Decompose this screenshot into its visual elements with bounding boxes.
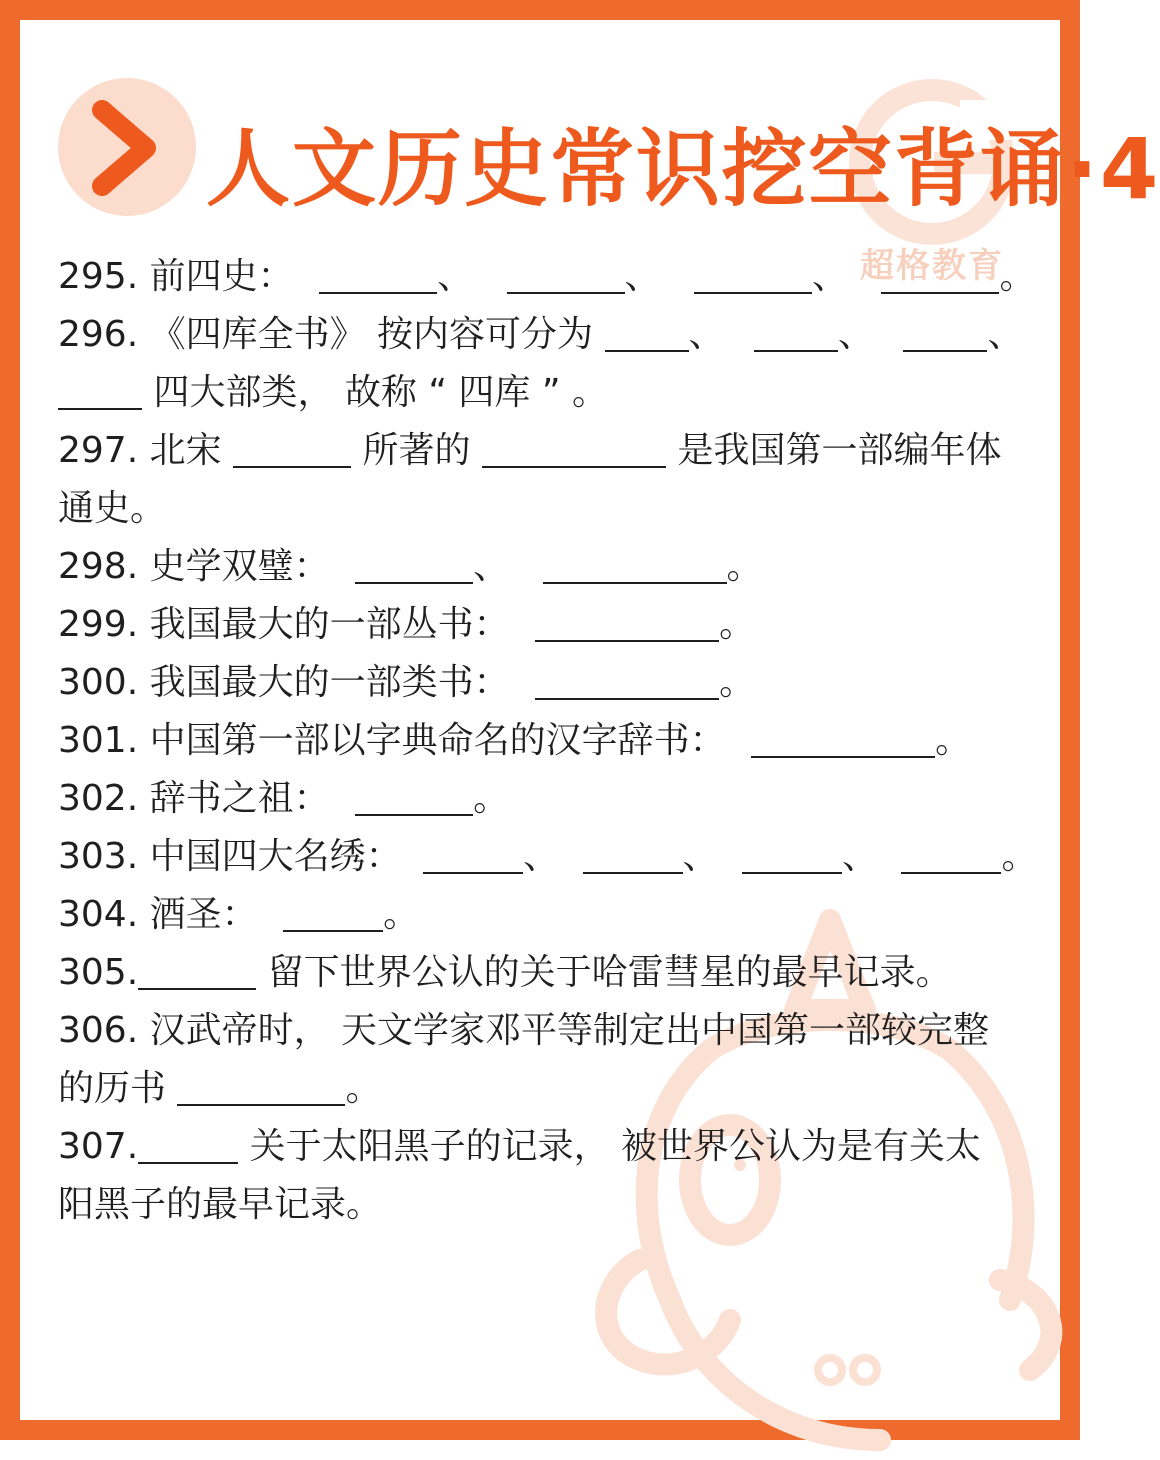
question-301 [58, 712, 1038, 770]
blank [138, 1122, 238, 1164]
question-number: 301. [58, 720, 139, 761]
question-text: 《四库全书》 按内容可分为 [149, 314, 594, 355]
separator: 、 [437, 256, 474, 297]
question-298 [58, 538, 1038, 596]
blank [543, 542, 727, 584]
blank [742, 832, 842, 874]
question-number: 305. [58, 952, 139, 993]
separator: 。 [999, 256, 1036, 297]
question-number: 297. [58, 430, 139, 471]
blank [535, 658, 719, 700]
question-text: 史学双璧： [149, 546, 330, 587]
question-296 [58, 306, 1038, 364]
question-text: 是我国第一部编年体 [677, 430, 1002, 471]
question-text: 酒圣： [149, 894, 258, 935]
separator: 、 [473, 546, 510, 587]
separator: 、 [682, 836, 719, 877]
question-306 [58, 1002, 1038, 1060]
separator: 、 [842, 836, 879, 877]
question-number: 298. [58, 546, 139, 587]
blank [903, 310, 987, 352]
question-297 [58, 422, 1038, 480]
question-text: 中国四大名绣： [149, 836, 402, 877]
blank [482, 426, 666, 468]
page-title [206, 102, 1160, 223]
blank [283, 890, 383, 932]
separator: 、 [688, 314, 725, 355]
blank [694, 252, 812, 294]
question-307-cont [58, 1176, 1038, 1234]
blank [423, 832, 523, 874]
question-text: 我国最大的一部丛书： [149, 604, 510, 645]
blank [355, 542, 473, 584]
question-305 [58, 944, 1038, 1002]
header-badge [58, 78, 196, 216]
question-text: 北宋 [149, 430, 222, 471]
question-304 [58, 886, 1038, 944]
blank [881, 252, 999, 294]
separator: 、 [987, 314, 1024, 355]
question-text: 关于太阳黑子的记录， 被世界公认为是有关太 [249, 1126, 982, 1167]
question-299 [58, 596, 1038, 654]
question-number: 303. [58, 836, 139, 877]
blank [901, 832, 1001, 874]
question-307 [58, 1118, 1038, 1176]
title-number: ·4 [1066, 120, 1160, 218]
question-303 [58, 828, 1038, 886]
question-302 [58, 770, 1038, 828]
blank [177, 1064, 345, 1106]
question-text: 阳黑子的最早记录。 [58, 1184, 383, 1225]
question-number: 295. [58, 256, 139, 297]
question-text: 辞书之祖： [149, 778, 330, 819]
question-number: 300. [58, 662, 139, 703]
chevron-right-icon [88, 100, 168, 196]
blank [605, 310, 689, 352]
separator: 。 [1001, 836, 1038, 877]
separator: 、 [812, 256, 849, 297]
blank [58, 368, 142, 410]
question-text: 前四史： [149, 256, 294, 297]
blank [535, 600, 719, 642]
separator: 。 [726, 546, 763, 587]
blank [507, 252, 625, 294]
question-296-cont [58, 364, 1038, 422]
brand-watermark-text: 超格教育 [860, 246, 1004, 286]
title-text: 人文历史常识挖空背诵 [206, 120, 1067, 218]
blank [355, 774, 473, 816]
blank [233, 426, 351, 468]
separator: 。 [473, 778, 510, 819]
blank [138, 948, 256, 990]
separator: 。 [935, 720, 972, 761]
blank [583, 832, 683, 874]
question-297-cont [58, 480, 1038, 538]
question-number: 296. [58, 314, 139, 355]
question-295 [58, 248, 1038, 306]
separator: 。 [345, 1068, 382, 1109]
blank [754, 310, 838, 352]
question-text: 我国最大的一部类书： [149, 662, 510, 703]
question-number: 304. [58, 894, 139, 935]
question-text: 四大部类， 故称 “ 四库 ” 。 [153, 372, 608, 413]
question-number: 299. [58, 604, 139, 645]
separator: 、 [624, 256, 661, 297]
question-text: 通史。 [58, 488, 167, 529]
question-text: 中国第一部以字典命名的汉字辞书： [149, 720, 726, 761]
question-list [58, 248, 1038, 1234]
blank [319, 252, 437, 294]
separator: 。 [719, 662, 756, 703]
question-number: 306. [58, 1010, 139, 1051]
question-300 [58, 654, 1038, 712]
question-number: 307. [58, 1126, 139, 1167]
question-306-cont [58, 1060, 1038, 1118]
separator: 、 [523, 836, 560, 877]
separator: 。 [719, 604, 756, 645]
separator: 、 [837, 314, 874, 355]
question-text: 的历书 [58, 1068, 167, 1109]
blank [751, 716, 935, 758]
question-number: 302. [58, 778, 139, 819]
question-text: 留下世界公认的关于哈雷彗星的最早记录。 [267, 952, 952, 993]
question-text: 汉武帝时， 天文学家邓平等制定出中国第一部较完整 [149, 1010, 990, 1051]
separator: 。 [383, 894, 420, 935]
question-text: 所著的 [362, 430, 471, 471]
